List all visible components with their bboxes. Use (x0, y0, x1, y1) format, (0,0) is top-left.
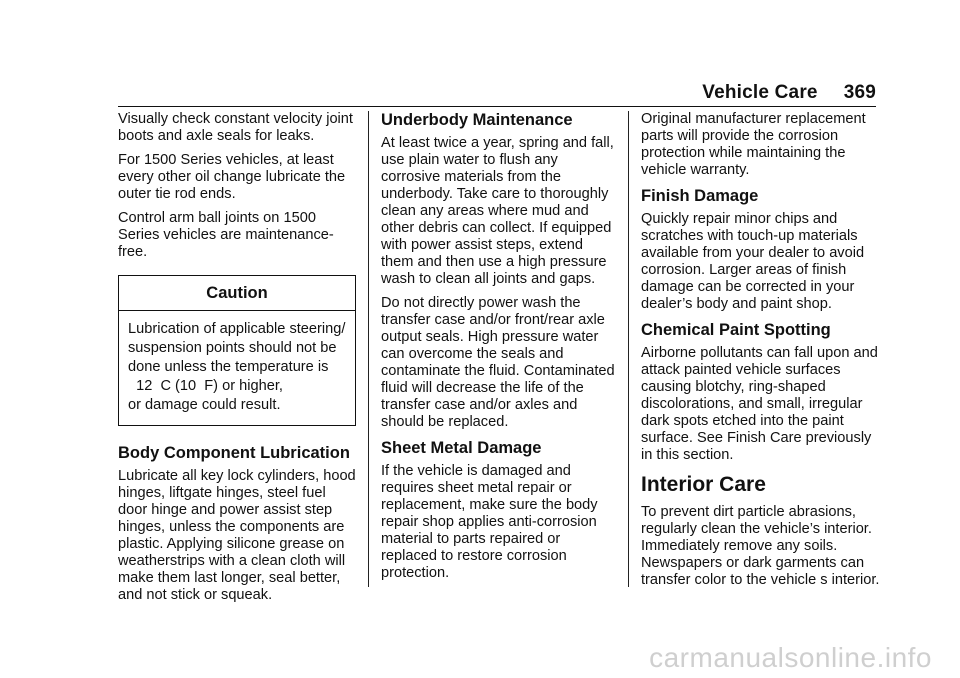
caution-line: 12 C (10 F) or higher, (128, 378, 283, 394)
caution-line: done unless the temperature is (128, 359, 329, 375)
caution-box (118, 275, 356, 426)
column-divider (368, 111, 369, 587)
chapter-heading: Interior Care (641, 473, 766, 496)
column-left (118, 111, 358, 611)
page-number: 369 (843, 82, 876, 103)
caution-line: or damage could result. (128, 397, 281, 413)
paragraph: Original manufacturer replacement parts will provide the corrosion protection while maintaining the vehicle warranty. (641, 111, 866, 178)
section-heading: Sheet Metal Damage (381, 439, 542, 457)
paragraph: At least twice a year, spring and fall, use plain water to flush any corrosive materials from the underbody. Take care to thoroughly clean any areas where mud and other debris can collect. If equipped with power assist steps, extend them and then use a high pressure wash to clean all joints and gaps. (381, 135, 614, 287)
caution-line: Lubrication of applicable steering/ (128, 321, 346, 337)
paragraph: Do not directly power wash the transfer case and/or front/rear axle output seals. High pressure water can overcome the seals and contaminate the fluid. Contaminated fluid will decrease the life of the transfer case and/or axles and should be replaced. (381, 295, 615, 430)
section-heading: Chemical Paint Spotting (641, 321, 831, 339)
column-middle (381, 111, 617, 589)
paragraph: For 1500 Series vehicles, at least every other oil change lubricate the outer tie rod ends. (118, 152, 346, 202)
header-rule (118, 106, 876, 107)
paragraph: Airborne pollutants can fall upon and attack painted vehicle surfaces causing blotchy, ring-shaped discolorations, and small, irregular dark spots etched into the paint surface. See Finish Care previously in this section. (641, 345, 878, 463)
page-header (702, 82, 876, 104)
section-heading: Body Component Lubrication (118, 444, 350, 462)
caution-line: suspension points should not be (128, 340, 337, 356)
paragraph: Quickly repair minor chips and scratches with touch-up materials available from your dealer to avoid corrosion. Larger areas of finish damage can be corrected in your dealer’s body and paint shop. (641, 211, 865, 312)
column-divider (628, 111, 629, 587)
caution-title: Caution (119, 276, 355, 311)
caution-body (119, 311, 355, 415)
paragraph: Visually check constant velocity joint boots and axle seals for leaks. (118, 111, 353, 144)
section-heading: Finish Damage (641, 187, 759, 205)
watermark-text: carmanualsonline.info (649, 642, 932, 673)
column-right (641, 111, 881, 596)
paragraph: To prevent dirt particle abrasions, regularly clean the vehicle’s interior. Immediately remove any soils. Newspapers or dark garments can transfer color to the vehicle s interior. (641, 504, 880, 588)
section-title: Vehicle Care (702, 82, 818, 103)
paragraph: Lubricate all key lock cylinders, hood hinges, liftgate hinges, steel fuel door hinge and power assist step hinges, unless the components are plastic. Applying silicone grease on weatherstrips with a clean cloth will make them last longer, seal better, and not stick or squeak. (118, 468, 356, 603)
section-heading: Underbody Maintenance (381, 111, 573, 129)
paragraph: Control arm ball joints on 1500 Series vehicles are maintenance-free. (118, 210, 334, 260)
paragraph: If the vehicle is damaged and requires sheet metal repair or replacement, make sure the body repair shop applies anti-corrosion material to parts repaired or replaced to restore corrosion protection. (381, 463, 598, 581)
